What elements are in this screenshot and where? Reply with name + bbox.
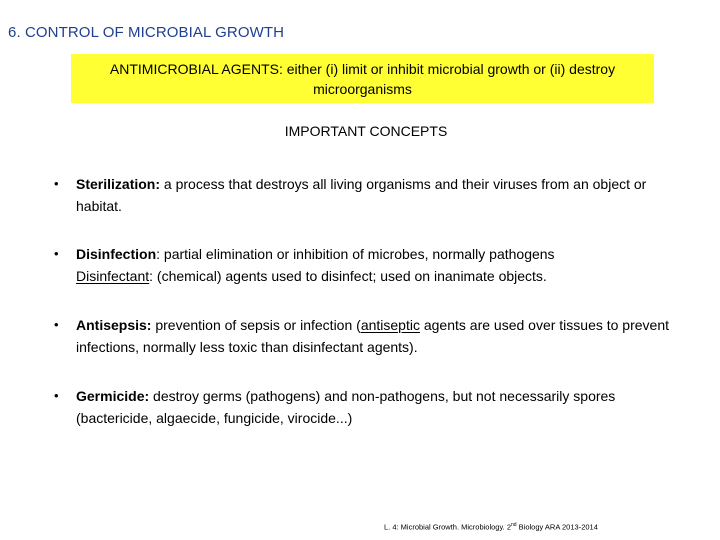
bullet-icon: • — [54, 388, 59, 403]
concept-text — [76, 314, 676, 358]
definition-text: : either (i) limit or inhibit microbial growth or (ii) destroy microorganisms — [278, 61, 616, 97]
definition-box — [71, 54, 654, 103]
concept-desc: destroy germs (pathogens) and non-pathogens, but not necessarily spores (bactericide, algaecide, fungicide, virocide...) — [76, 388, 616, 426]
definition-term: ANTIMICROBIAL AGENTS — [109, 61, 279, 77]
concept-subterm: Disinfectant — [76, 268, 150, 284]
concept-term: Germicide: — [76, 388, 150, 404]
footer-text-after: Biology ARA 2013-2014 — [516, 522, 598, 532]
concept-desc: : partial elimination or inhibition of microbes, normally pathogens — [156, 246, 555, 262]
concept-desc-after: agents are used over tissues to prevent infections, normally less toxic than disinfectant agents). — [76, 317, 670, 355]
concept-term: Antisepsis: — [76, 317, 152, 333]
concept-term: Disinfection — [76, 246, 157, 262]
footer-text-before: L. 4: Microbial Growth. Microbiology. 2 — [384, 522, 511, 532]
concept-underlined-word: antiseptic — [360, 317, 420, 333]
bullet-icon: • — [54, 176, 59, 191]
bullet-icon: • — [54, 246, 59, 261]
footer-citation — [384, 522, 598, 532]
concepts-heading: IMPORTANT CONCEPTS — [284, 123, 448, 139]
concept-text — [76, 385, 676, 429]
page-title: 6. CONTROL OF MICROBIAL GROWTH — [8, 24, 285, 41]
bullet-icon: • — [54, 317, 59, 332]
concept-desc: a process that destroys all living organisms and their viruses from an object or habitat. — [76, 176, 647, 214]
concept-text — [76, 173, 676, 217]
concept-text — [76, 243, 676, 287]
concept-term: Sterilization: — [76, 176, 161, 192]
footer-superscript: nd — [511, 522, 517, 528]
concept-desc-before: prevention of sepsis or infection ( — [151, 317, 361, 333]
concept-subdesc: : (chemical) agents used to disinfect; used on inanimate objects. — [149, 268, 547, 284]
